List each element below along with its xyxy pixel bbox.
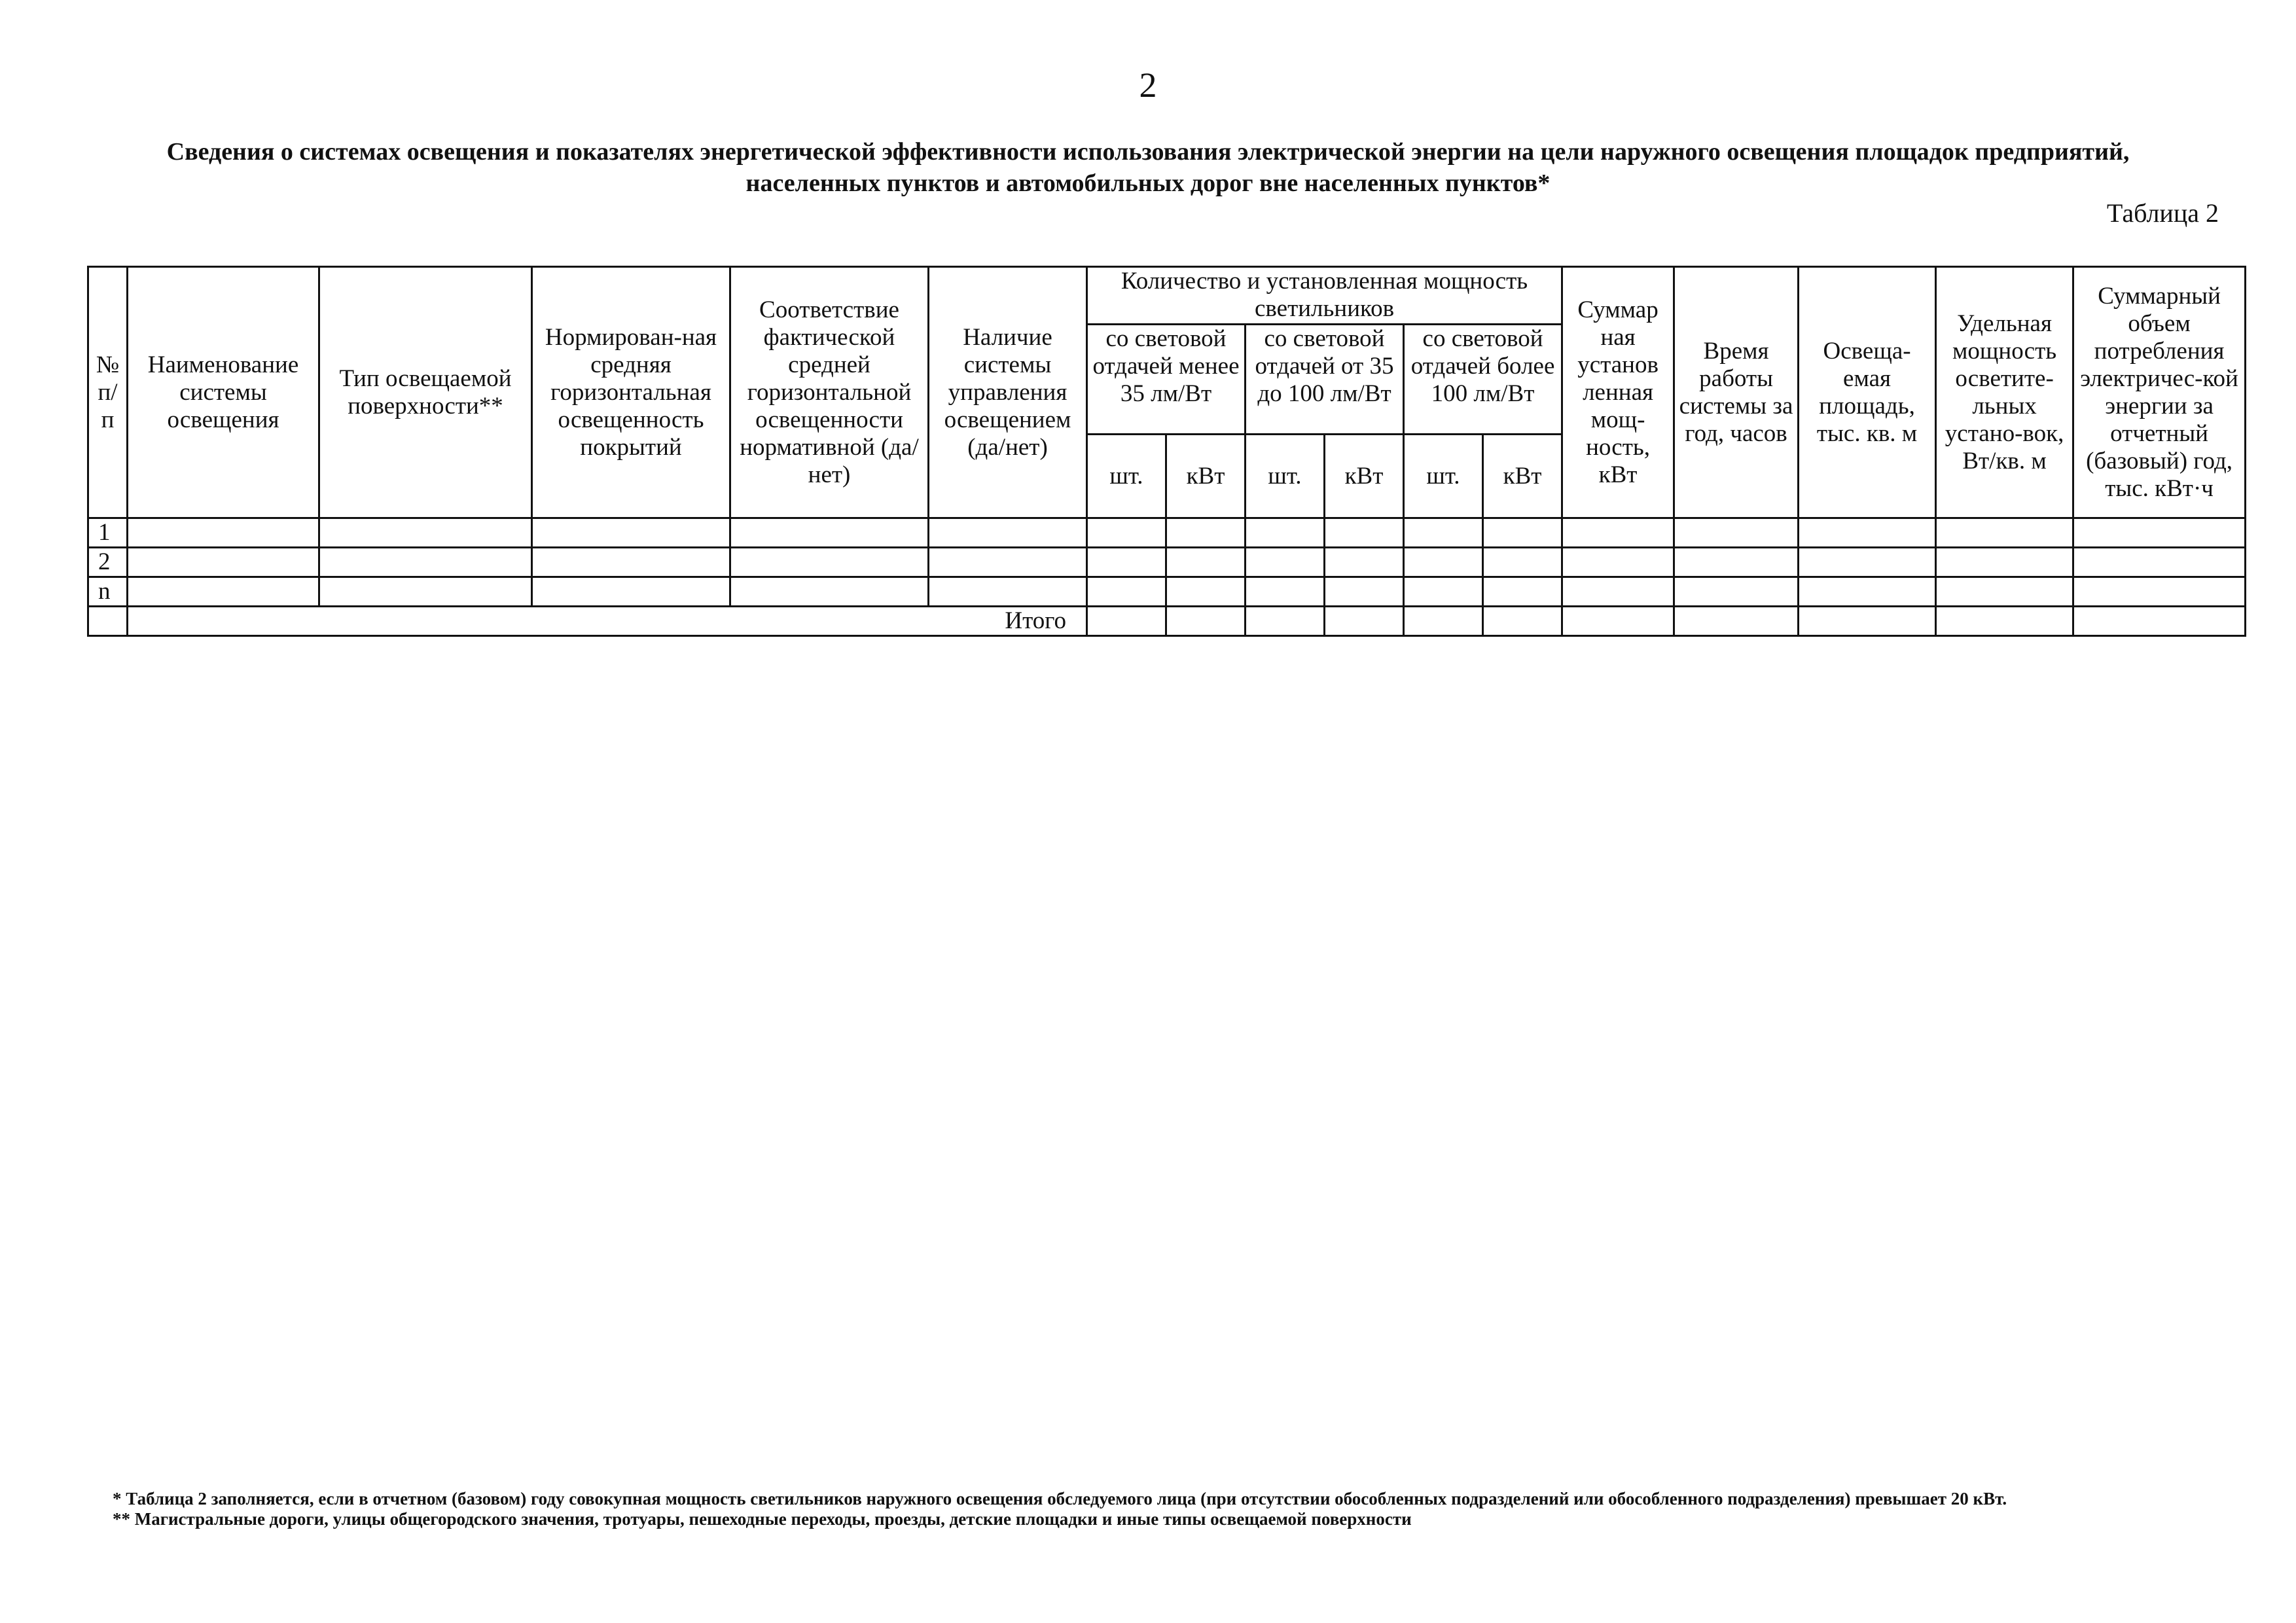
- row-number: 2: [88, 548, 128, 577]
- table-cell[interactable]: [1936, 518, 2073, 548]
- table-cell[interactable]: [929, 577, 1087, 607]
- col-header-area: Освеща-емая площадь, тыс. кв. м: [1799, 267, 1936, 518]
- table-cell[interactable]: [1674, 548, 1799, 577]
- footnote-1: * Таблица 2 заполняется, если в отчетном (базовом) году совокупная мощность светильников наружного освещения обследуемого лица (при отсутствии обособленных подразделений или обособленного подразделения) превышает 20 кВт.: [113, 1489, 2007, 1508]
- table-cell[interactable]: [929, 548, 1087, 577]
- table-cell[interactable]: [2073, 607, 2246, 636]
- table-cell[interactable]: [1562, 577, 1674, 607]
- title-line-1: Сведения о системах освещения и показателях энергетической эффективности использования электрической энергии на цели наружного освещения площадок предприятий,: [166, 138, 2130, 166]
- table-cell[interactable]: [1799, 548, 1936, 577]
- table-cell[interactable]: [319, 577, 532, 607]
- table-cell[interactable]: [1087, 518, 1166, 548]
- table-cell[interactable]: [2073, 548, 2246, 577]
- col-header-unit-pcs: шт.: [1404, 435, 1483, 518]
- table-cell[interactable]: [1166, 518, 1246, 548]
- table-cell[interactable]: [532, 518, 730, 548]
- table-cell[interactable]: [1483, 607, 1562, 636]
- title-line-2: населенных пунктов и автомобильных дорог вне населенных пунктов*: [745, 169, 1551, 197]
- table-cell[interactable]: [1087, 548, 1166, 577]
- table-cell[interactable]: [128, 548, 319, 577]
- table-cell[interactable]: [1166, 577, 1246, 607]
- col-header-lamps-35-100: со световой отдачей от 35 до 100 лм/Вт: [1246, 325, 1404, 435]
- col-header-unit-kw: кВт: [1325, 435, 1404, 518]
- col-header-system-name: Наименование системы освещения: [128, 267, 319, 518]
- table-cell[interactable]: [1483, 548, 1562, 577]
- table-cell[interactable]: [730, 518, 929, 548]
- table-cell[interactable]: [1483, 577, 1562, 607]
- table-cell[interactable]: [1674, 607, 1799, 636]
- table-cell[interactable]: [1674, 518, 1799, 548]
- col-header-consumption: Суммарный объем потребления электричес-кой энергии за отчетный (базовый) год, тыс. кВт·ч: [2073, 267, 2246, 518]
- table-cell[interactable]: [1166, 607, 1246, 636]
- table-cell[interactable]: [1325, 577, 1404, 607]
- table-cell[interactable]: [1404, 518, 1483, 548]
- table-cell[interactable]: [1325, 548, 1404, 577]
- col-header-specific-power: Удельная мощность осветите-льных устано-вок, Вт/кв. м: [1936, 267, 2073, 518]
- table-cell[interactable]: [1325, 518, 1404, 548]
- table-cell[interactable]: [1087, 607, 1166, 636]
- col-header-num: № п/ п: [88, 267, 128, 518]
- col-header-surface-type: Тип освещаемой поверхности**: [319, 267, 532, 518]
- table-cell[interactable]: [929, 518, 1087, 548]
- col-header-work-time: Время работы системы за год, часов: [1674, 267, 1799, 518]
- footnotes: [113, 1489, 2194, 1529]
- lighting-systems-table: [87, 266, 2246, 637]
- document-title: [98, 136, 2198, 199]
- table-cell[interactable]: [532, 577, 730, 607]
- col-header-unit-pcs: шт.: [1087, 435, 1166, 518]
- table-row: [88, 548, 2246, 577]
- table-cell[interactable]: [532, 548, 730, 577]
- table-cell[interactable]: [128, 577, 319, 607]
- table-cell[interactable]: [1562, 518, 1674, 548]
- table-cell[interactable]: [128, 518, 319, 548]
- table-cell[interactable]: [1483, 518, 1562, 548]
- table-cell[interactable]: [1404, 548, 1483, 577]
- table-cell[interactable]: [1562, 548, 1674, 577]
- table-cell: [88, 607, 128, 636]
- table-cell[interactable]: [1404, 607, 1483, 636]
- table-cell[interactable]: [1799, 577, 1936, 607]
- col-header-lamps-over-100: со световой отдачей более 100 лм/Вт: [1404, 325, 1562, 435]
- row-number: n: [88, 577, 128, 607]
- table-cell[interactable]: [1936, 577, 2073, 607]
- col-header-compliance: Соответствие фактической средней горизонтальной освещенности нормативной (да/нет): [730, 267, 929, 518]
- table-row: [88, 577, 2246, 607]
- col-header-lamps-under-35: со световой отдачей менее 35 лм/Вт: [1087, 325, 1246, 435]
- table-cell[interactable]: [2073, 518, 2246, 548]
- table-cell[interactable]: [1246, 518, 1325, 548]
- footnote-2: ** Магистральные дороги, улицы общегородского значения, тротуары, пешеходные переходы, проезды, детские площадки и иные типы освещаемой поверхности: [113, 1509, 1412, 1529]
- col-header-lamps-group: Количество и установленная мощность светильников: [1087, 267, 1562, 325]
- col-header-control: Наличие системы управления освещением (да/нет): [929, 267, 1087, 518]
- page-number: 2: [1139, 65, 1157, 105]
- col-header-normed-illuminance: Нормирован-ная средняя горизонтальная освещенность покрытий: [532, 267, 730, 518]
- table-cell[interactable]: [1246, 577, 1325, 607]
- table-cell[interactable]: [1325, 607, 1404, 636]
- total-row: [88, 607, 2246, 636]
- table-cell[interactable]: [730, 577, 929, 607]
- table-label: Таблица 2: [2106, 198, 2219, 228]
- table-cell[interactable]: [319, 548, 532, 577]
- table-cell[interactable]: [2073, 577, 2246, 607]
- col-header-unit-kw: кВт: [1166, 435, 1246, 518]
- table-cell[interactable]: [1562, 607, 1674, 636]
- table-cell[interactable]: [1936, 548, 2073, 577]
- table-cell[interactable]: [1799, 607, 1936, 636]
- table-cell[interactable]: [1087, 577, 1166, 607]
- row-number: 1: [88, 518, 128, 548]
- table-cell[interactable]: [1246, 548, 1325, 577]
- table-cell[interactable]: [319, 518, 532, 548]
- table-cell[interactable]: [730, 548, 929, 577]
- table-cell[interactable]: [1799, 518, 1936, 548]
- table-cell[interactable]: [1674, 577, 1799, 607]
- col-header-unit-kw: кВт: [1483, 435, 1562, 518]
- table-cell[interactable]: [1936, 607, 2073, 636]
- col-header-total-power: Суммар ная установ ленная мощ-ность, кВт: [1562, 267, 1674, 518]
- table-row: [88, 518, 2246, 548]
- table-cell[interactable]: [1404, 577, 1483, 607]
- total-label: Итого: [128, 607, 1087, 636]
- table-cell[interactable]: [1166, 548, 1246, 577]
- col-header-unit-pcs: шт.: [1246, 435, 1325, 518]
- table-cell[interactable]: [1246, 607, 1325, 636]
